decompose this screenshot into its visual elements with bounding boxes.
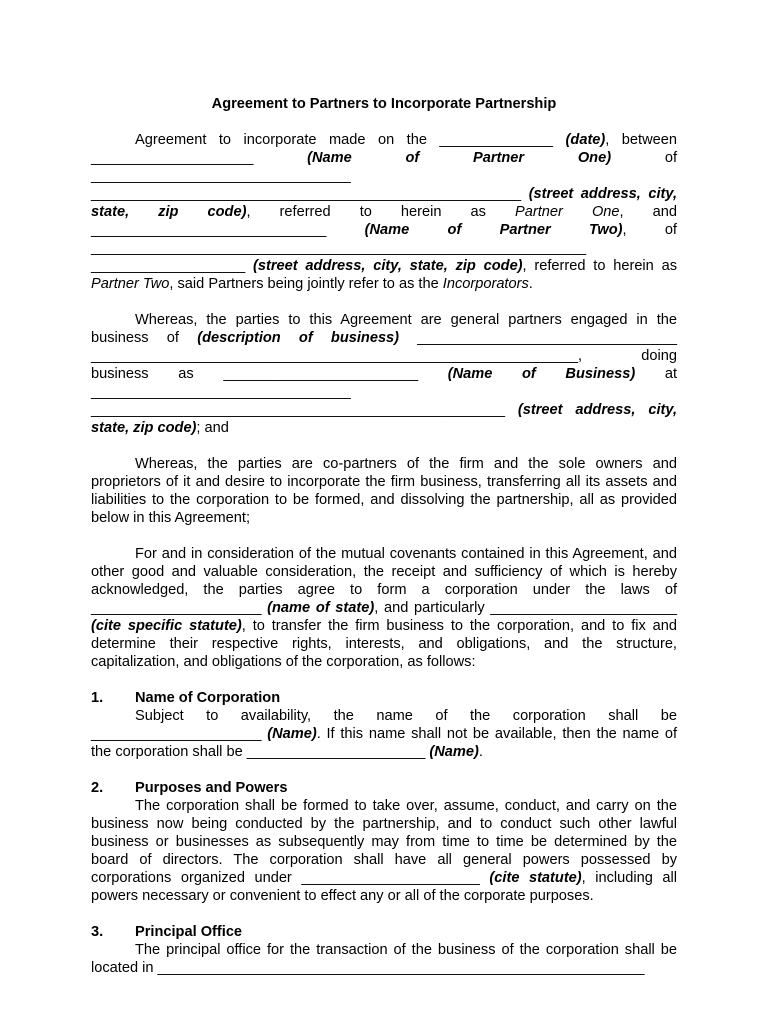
partner-two-label: (Name of Partner Two) <box>364 222 623 238</box>
corp-name-blank-1[interactable]: _____________________ <box>91 726 262 742</box>
partner-two-name-blank[interactable]: _____________________________ <box>91 222 327 238</box>
section-title: Principal Office <box>135 924 243 940</box>
text: . <box>528 276 533 292</box>
statute-blank[interactable]: _______________________ <box>490 600 677 616</box>
partner-one-address-blank-a[interactable]: ________________________________ <box>91 168 351 184</box>
corp-name-label-2: (Name) <box>429 744 479 760</box>
text: , to transfer the firm business to the corporation, and to fix and determine their respective rights, interests, and obligations, and the structure, capitalization, and obligations of the corporation, as follows: <box>91 618 677 670</box>
document-page <box>91 95 677 977</box>
cite-statute-blank[interactable]: ______________________ <box>301 870 480 886</box>
paragraph-whereas-2: Whereas, the parties are co-partners of the firm and the sole owners and proprietors of it and desire to incorporate the firm business, transferring all its assets and liabilities to the corporation to be formed, and dissolving the partnership, all as provided below in this Agreement; <box>91 456 677 526</box>
partner-one-address-blank-b[interactable]: _____________________________________________________ <box>91 186 522 202</box>
business-address-label: (street address, city, state, zip code) <box>91 402 677 436</box>
text: Subject to availability, the name of the corporation shall be <box>135 708 677 724</box>
section-number: 3. <box>91 924 104 940</box>
paragraph-business <box>91 311 677 437</box>
text: , of <box>622 222 677 238</box>
section-number: 2. <box>91 780 104 796</box>
text: . <box>478 744 483 760</box>
business-address-blank-a[interactable]: ________________________________ <box>91 384 351 400</box>
section-3-heading <box>91 923 677 941</box>
business-description-blank-a[interactable]: ________________________________ <box>417 330 677 346</box>
text: , and particularly <box>374 600 491 616</box>
state-label: (name of state) <box>267 600 375 616</box>
partner-two-address-label: (street address, city, state, zip code) <box>253 258 523 274</box>
incorporators-term: Incorporators <box>442 276 529 292</box>
text: Whereas, the parties to this Agreement are general partners engaged in the business of <box>91 312 677 346</box>
cite-statute-label: (cite statute) <box>489 870 582 886</box>
section-title: Purposes and Powers <box>135 780 288 796</box>
section-3-body <box>91 941 677 977</box>
text: The principal office for the transaction of the business of the corporation shall be located in <box>91 942 677 976</box>
partner-one-address-label: (street address, city, state, zip code) <box>91 186 677 220</box>
business-description-blank-b[interactable]: ____________________________________________________________ <box>91 348 578 364</box>
partner-two-term: Partner Two <box>91 276 170 292</box>
corp-name-label-1: (Name) <box>267 726 317 742</box>
principal-office-blank[interactable]: ____________________________________________________________ <box>157 960 645 976</box>
section-2-body <box>91 797 677 905</box>
date-label: (date) <box>565 132 606 148</box>
partner-two-address-blank-a[interactable]: _____________________________________________________________ <box>91 240 587 256</box>
text: , said Partners being jointly refer to as the <box>169 276 443 292</box>
paragraph-consideration <box>91 545 677 671</box>
section-1-heading <box>91 689 677 707</box>
text: For and in consideration of the mutual covenants contained in this Agreement, and other good and valuable consideration, the receipt and sufficiency of which is hereby acknowledged, the parties agree to form a corporation under the laws of <box>91 546 677 598</box>
section-title: Name of Corporation <box>135 690 281 706</box>
date-blank[interactable]: ______________ <box>439 132 554 148</box>
paragraph-parties <box>91 131 677 293</box>
partner-one-term: Partner One <box>515 204 620 220</box>
text: . If this name shall not be available, then the name of the corporation shall be <box>91 726 677 760</box>
text: , and <box>619 204 677 220</box>
business-name-blank[interactable]: ________________________ <box>223 366 419 382</box>
section-2-heading <box>91 779 677 797</box>
text: The corporation shall be formed to take over, assume, conduct, and carry on the business now being conducted by the partnership, and to conduct such other lawful business or businesses as subsequently may from time to time be determined by the board of directors. The corporation shall have all general powers possessed by corporations organized under <box>91 798 677 886</box>
section-number: 1. <box>91 690 104 706</box>
text: , referred to herein as <box>246 204 516 220</box>
section-1-body <box>91 707 677 761</box>
business-name-label: (Name of Business) <box>447 366 636 382</box>
statute-label: (cite specific statute) <box>91 618 242 634</box>
partner-one-label: (Name of Partner One) <box>307 150 612 166</box>
partner-one-name-blank[interactable]: ____________________ <box>91 150 254 166</box>
text: ; and <box>196 420 229 436</box>
text: , between <box>605 132 677 148</box>
document-title: Agreement to Partners to Incorporate Partnership <box>211 96 557 112</box>
text: Agreement to incorporate made on the <box>135 132 440 148</box>
state-blank[interactable]: _____________________ <box>91 600 262 616</box>
text: , referred to herein as <box>522 258 677 274</box>
partner-two-address-blank-b[interactable]: ___________________ <box>91 258 246 274</box>
business-address-blank-b[interactable]: ___________________________________________________ <box>91 402 505 418</box>
text: at <box>635 366 678 382</box>
text: , doing business as <box>91 348 677 382</box>
business-description-label: (description of business) <box>197 330 400 346</box>
corp-name-blank-2[interactable]: ______________________ <box>246 744 426 760</box>
text: , including all powers necessary or convenient to effect any or all of the corporate purposes. <box>91 870 677 904</box>
text: of <box>611 150 678 166</box>
